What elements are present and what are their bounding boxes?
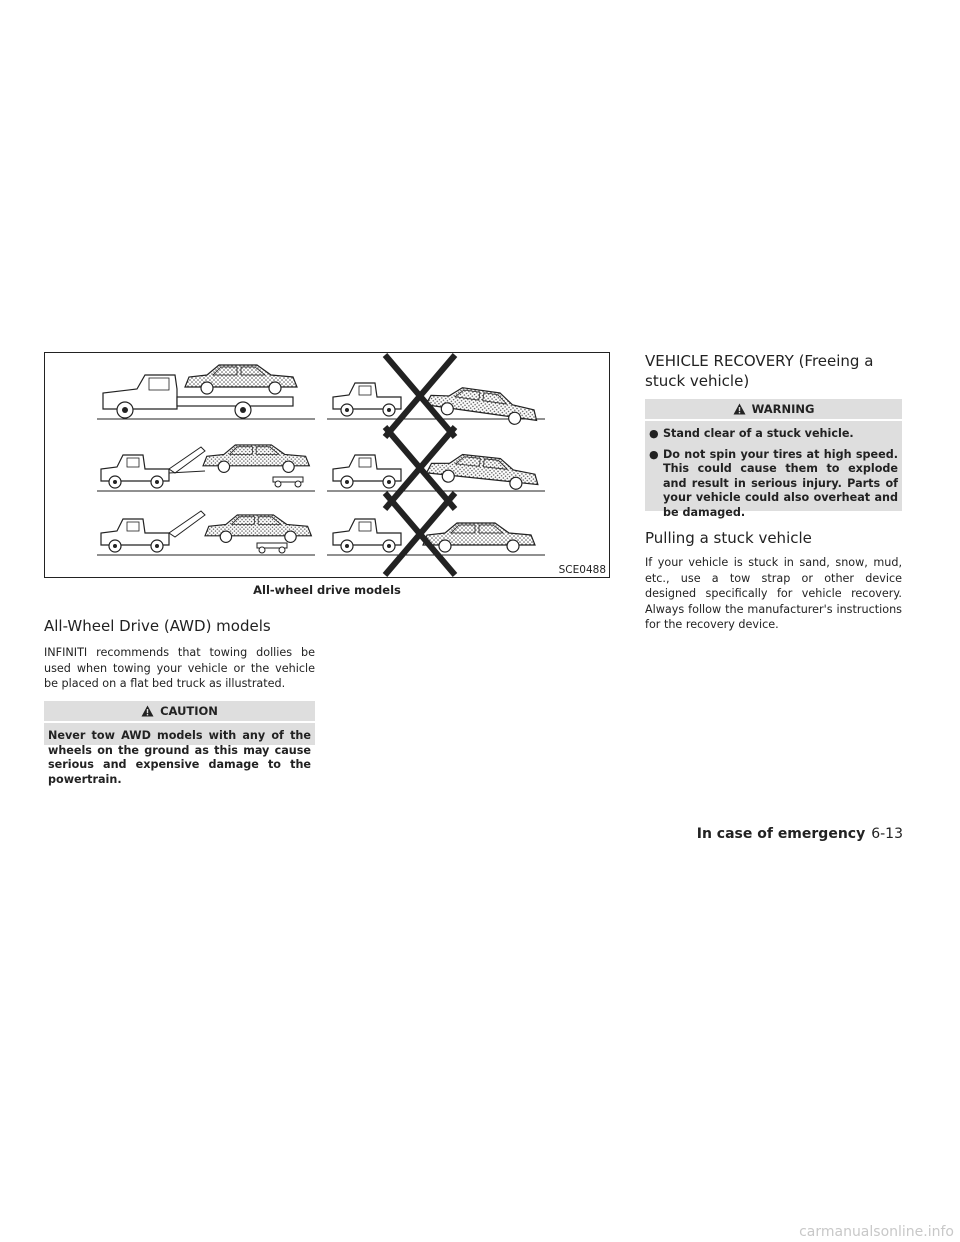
vehicle-recovery-heading: VEHICLE RECOVERY (Freeing a stuck vehicle) bbox=[645, 352, 874, 390]
warning-bullet: ● Stand clear of a stuck vehicle. bbox=[649, 427, 854, 440]
warning-list bbox=[645, 421, 902, 526]
all-wheels-ground-crossed-diagram bbox=[327, 493, 545, 575]
warning-triangle-icon bbox=[733, 403, 746, 415]
figure-caption: All-wheel drive models bbox=[253, 583, 401, 597]
dolly-front-diagram bbox=[97, 445, 315, 491]
caution-header bbox=[44, 701, 315, 723]
wheel-lift-front-crossed-diagram bbox=[327, 355, 545, 437]
warning-title: WARNING bbox=[751, 402, 815, 416]
towing-diagram-svg bbox=[45, 353, 610, 578]
caution-text: Never tow AWD models with any of the wheels on the ground as this may cause serious and expensive damage to the powertrain. bbox=[48, 729, 311, 786]
warning-triangle-icon bbox=[141, 705, 154, 717]
footer-section: In case of emergency bbox=[696, 826, 866, 842]
wheel-lift-rear-crossed-diagram bbox=[327, 427, 545, 509]
pulling-paragraph: If your vehicle is stuck in sand, snow, mud, etc., use a tow strap or other device designed specifically for vehicle recovery. Always follow the manufacturer's instructions for the recovery device. bbox=[645, 556, 902, 631]
awd-paragraph: INFINITI recommends that towing dollies be used when towing your vehicle or the vehicle be placed on a flat bed truck as illustrated. bbox=[44, 646, 315, 690]
towing-illustration bbox=[44, 352, 610, 578]
page-footer bbox=[697, 826, 903, 842]
warning-header bbox=[645, 399, 902, 421]
flatbed-truck-diagram bbox=[97, 365, 315, 419]
page-number: 6-13 bbox=[871, 826, 903, 842]
warning-box bbox=[645, 399, 902, 519]
bullet-icon: ● bbox=[649, 447, 659, 461]
watermark[interactable]: carmanualsonline.info bbox=[799, 1224, 954, 1240]
warning-bullet: ● Do not spin your tires at high speed. This could cause them to explode and result in serious injury. Parts of your vehicle could also overheat and be damaged. bbox=[649, 447, 898, 519]
figure-code: SCE0488 bbox=[558, 564, 606, 576]
dolly-rear-diagram bbox=[97, 511, 315, 555]
pulling-subheading: Pulling a stuck vehicle bbox=[645, 529, 812, 547]
bullet-icon: ● bbox=[649, 427, 659, 440]
caution-title: CAUTION bbox=[160, 704, 218, 718]
caution-box bbox=[44, 701, 315, 786]
awd-heading: All-Wheel Drive (AWD) models bbox=[44, 617, 271, 635]
